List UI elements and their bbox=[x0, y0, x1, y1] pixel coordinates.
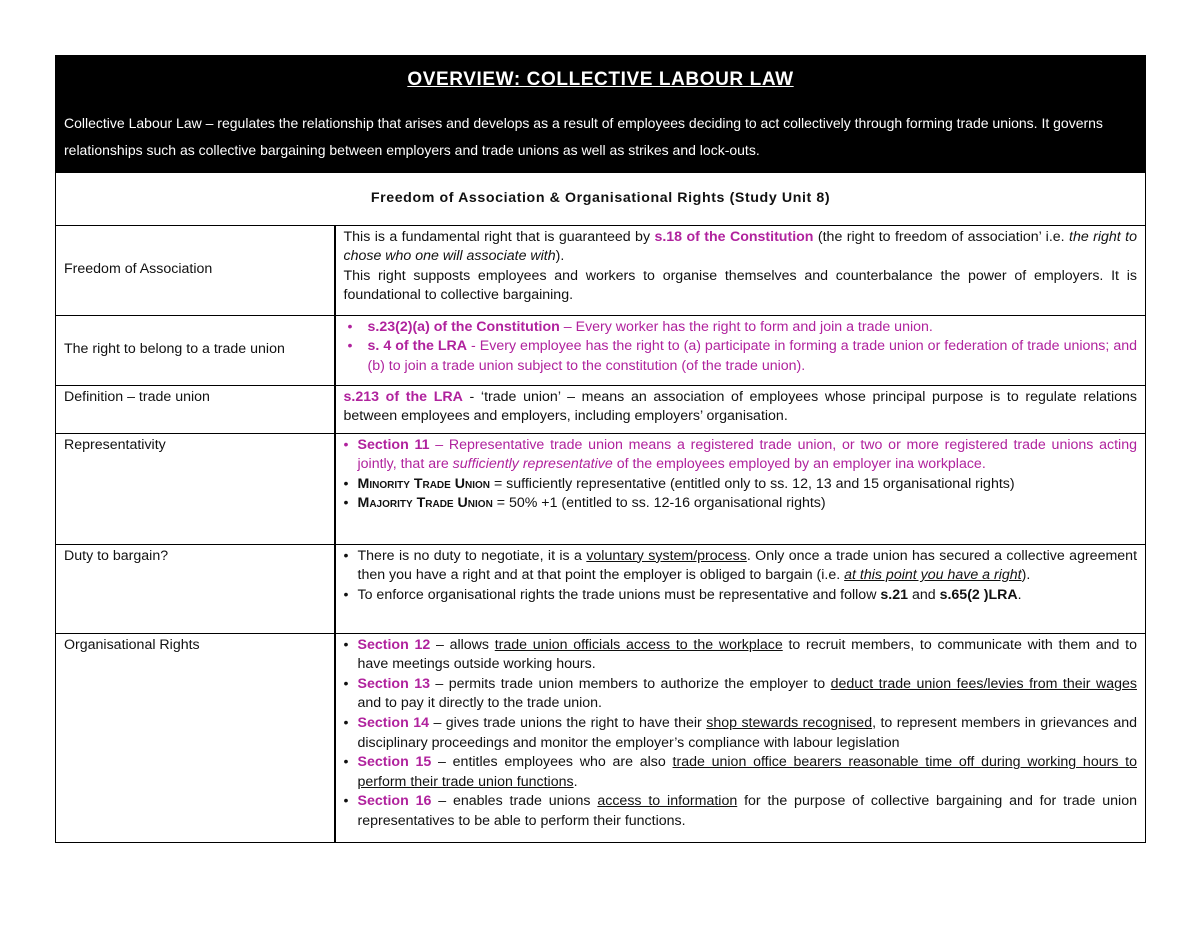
list-item bbox=[344, 547, 1138, 586]
row-label-freedom: Freedom of Association bbox=[56, 225, 335, 315]
text: of the employees employed by an employer ina workplace. bbox=[612, 456, 986, 473]
list-item bbox=[344, 494, 1138, 514]
row-content-representativity bbox=[335, 433, 1146, 544]
statute-reference: Section 11 bbox=[357, 436, 430, 453]
row-content-duty bbox=[335, 544, 1146, 633]
underlined-text: deduct trade union fees/levies from their wages bbox=[830, 675, 1137, 692]
text: = 50% +1 (entitled to ss. 12-16 organisational rights) bbox=[492, 495, 826, 512]
text: – allows bbox=[430, 636, 495, 653]
bullet-list bbox=[344, 636, 1138, 832]
row-label-belong: The right to belong to a trade union bbox=[56, 315, 335, 385]
defined-term: Majority Trade Union bbox=[357, 495, 493, 512]
table-row bbox=[56, 315, 1146, 385]
text: – enables trade unions bbox=[431, 793, 598, 810]
statute-reference: s. 4 of the LRA bbox=[367, 338, 468, 355]
text: . Only once a trade union has secured a collective agreement then you have a right and at that point the employer is obliged to bargain (i.e. bbox=[357, 547, 1138, 584]
page-title: OVERVIEW: COLLECTIVE LABOUR LAW bbox=[407, 69, 794, 90]
defined-term: Minority Trade Union bbox=[357, 475, 491, 492]
text: - Every employee has the right to (a) participate in forming a trade union or federation of trade unions; and (b) to join a trade union subject to the constitution (of the trade union). bbox=[367, 338, 1137, 374]
statute-reference: Section 14 bbox=[357, 714, 429, 731]
text: = sufficiently representative (entitled only to ss. 12, 13 and 15 organisational rights) bbox=[490, 475, 1015, 492]
statute-reference: s.18 of the Constitution bbox=[654, 228, 814, 245]
overview-table bbox=[55, 55, 1146, 843]
list-item bbox=[344, 436, 1138, 475]
text: - ‘trade union’ – means an association of employees whose principal purpose is to regulate relations between employees and employers, including employers’ organisation. bbox=[343, 388, 1137, 425]
text: (the right to freedom of association’ i.e. bbox=[813, 228, 1070, 245]
text: This is a fundamental right that is guaranteed by bbox=[343, 228, 655, 245]
row-label-duty: Duty to bargain? bbox=[56, 544, 335, 633]
row-content-organisational bbox=[335, 633, 1146, 842]
text: – Every worker has the right to form and join a trade union. bbox=[559, 318, 933, 335]
italic-text: sufficiently representative bbox=[452, 456, 613, 473]
text: . bbox=[573, 773, 578, 790]
table-row bbox=[56, 385, 1146, 433]
definition-text bbox=[344, 388, 1138, 427]
statute-reference: s.65(2 )LRA bbox=[939, 586, 1018, 603]
text: for the purpose of collective bargaining and for trade union representatives to be able to perform their functions. bbox=[357, 793, 1137, 829]
list-item bbox=[344, 636, 1138, 675]
bullet-list bbox=[344, 318, 1138, 377]
table-row bbox=[56, 225, 1146, 315]
text: . bbox=[1017, 586, 1022, 603]
row-label-organisational: Organisational Rights bbox=[56, 633, 335, 842]
list-item bbox=[344, 714, 1138, 753]
underlined-text: voluntary system/process bbox=[586, 547, 747, 564]
bullet-list bbox=[344, 547, 1138, 606]
intro-text: Collective Labour Law – regulates the relationship that arises and develops as a result of employees deciding to act collectively through forming trade unions. It governs relationships such as collective bargaining between employers and trade unions as well as strikes and lock-outs. bbox=[64, 114, 1103, 158]
row-label-representativity: Representativity bbox=[56, 433, 335, 544]
text: to recruit members, to communicate with them and to have meetings outside working hours. bbox=[357, 636, 1137, 673]
row-content-belong bbox=[335, 315, 1146, 385]
text: – gives trade unions the right to have their bbox=[428, 714, 707, 731]
underlined-italic-text: at this point you have a right bbox=[844, 567, 1022, 584]
row-content-freedom bbox=[335, 225, 1146, 315]
statute-reference: Section 13 bbox=[357, 675, 430, 692]
text: and bbox=[908, 586, 940, 603]
underlined-text: shop stewards recognised bbox=[706, 714, 873, 731]
header-cell bbox=[56, 56, 1146, 173]
section-title-row bbox=[56, 172, 1146, 225]
statute-reference: s.21 bbox=[880, 586, 909, 603]
bullet-list bbox=[344, 436, 1138, 514]
list-item bbox=[344, 318, 1138, 338]
underlined-text: trade union officials access to the workplace bbox=[494, 636, 783, 653]
underlined-text: access to information bbox=[597, 793, 738, 810]
freedom-paragraph-1 bbox=[344, 228, 1138, 267]
text: There is no duty to negotiate, it is a bbox=[357, 547, 587, 564]
table-row bbox=[56, 633, 1146, 842]
list-item bbox=[344, 337, 1138, 376]
text: – permits trade union members to authorize the employer to bbox=[429, 675, 831, 692]
italic-text: the right to chose who one will associate with bbox=[343, 228, 1137, 265]
text: ). bbox=[1021, 567, 1031, 584]
table-row bbox=[56, 544, 1146, 633]
list-item bbox=[344, 792, 1138, 831]
text: , to represent members in grievances and disciplinary proceedings and monitor the employer’s compliance with labour legislation bbox=[357, 714, 1137, 751]
text: – entitles employees who are also bbox=[431, 754, 673, 771]
list-item bbox=[344, 475, 1138, 495]
row-content-definition bbox=[335, 385, 1146, 433]
list-item bbox=[344, 586, 1138, 606]
text: – Representative trade union means a registered trade union, or two or more registered trade unions acting jointly, that are bbox=[357, 436, 1137, 473]
statute-reference: Section 16 bbox=[357, 793, 432, 810]
row-label-definition: Definition – trade union bbox=[56, 385, 335, 433]
text: and to pay it directly to the trade union. bbox=[357, 695, 602, 712]
statute-reference: s.213 of the LRA bbox=[343, 388, 463, 405]
statute-reference: Section 12 bbox=[357, 636, 431, 653]
freedom-paragraph-2: This right supposts employees and workers to organise themselves and counterbalance the power of employers. It is foundational to collective bargaining. bbox=[343, 267, 1137, 304]
table-row bbox=[56, 433, 1146, 544]
header-row bbox=[56, 56, 1146, 173]
list-item bbox=[344, 753, 1138, 792]
underlined-text: trade union office bearers reasonable time off during working hours to perform their trade union functions bbox=[357, 754, 1137, 790]
list-item bbox=[344, 675, 1138, 714]
section-title: Freedom of Association & Organisational Rights (Study Unit 8) bbox=[56, 172, 1146, 225]
statute-reference: Section 15 bbox=[357, 754, 432, 771]
text: To enforce organisational rights the trade unions must be representative and follow bbox=[357, 586, 881, 603]
text: ). bbox=[555, 248, 565, 265]
statute-reference: s.23(2)(a) of the Constitution bbox=[367, 318, 560, 335]
